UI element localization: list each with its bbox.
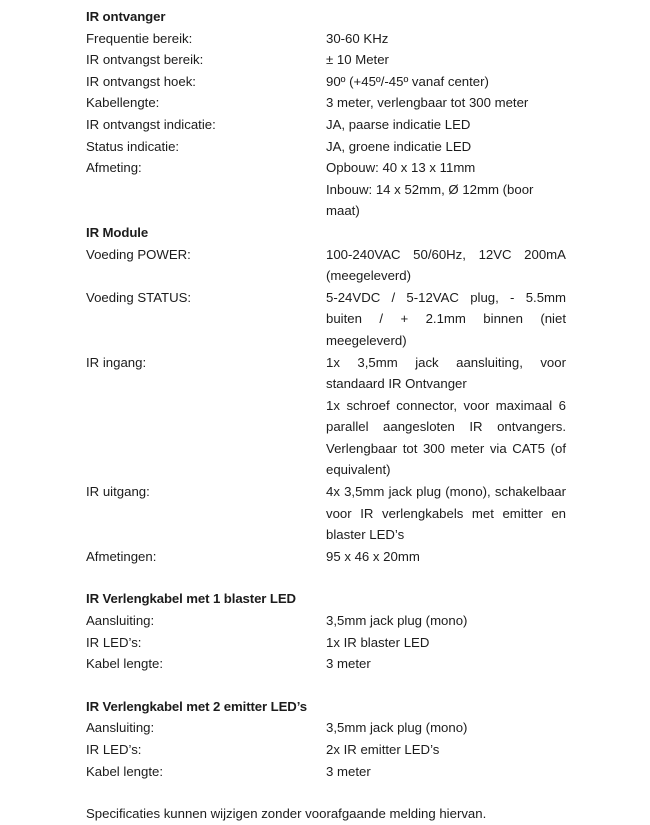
spec-value: 5-24VDC / 5-12VAC plug, - 5.5mm buiten / + 2.1mm binnen (niet meegeleverd) [326, 289, 566, 348]
spec-label [86, 395, 326, 481]
spec-value [326, 244, 566, 287]
spec-value-continuation: (meegeleverd) [326, 268, 412, 284]
section-spacer [86, 675, 566, 696]
spec-value-stretched-line [326, 244, 566, 266]
spec-row [86, 136, 566, 158]
section-heading-ir-module: IR Module [86, 224, 149, 240]
section-spacer-cell [86, 567, 566, 588]
spec-label: IR uitgang: [86, 484, 150, 500]
spec-label: Kabel lengte: [86, 763, 163, 779]
section-heading-row-ir-ontvanger [86, 6, 566, 28]
spec-value: 3 meter [326, 656, 371, 672]
spec-label: IR ontvangst indicatie: [86, 116, 216, 132]
section-heading-row-ir-module [86, 222, 566, 244]
spec-row [86, 761, 566, 783]
spec-label: Frequentie bereik: [86, 30, 193, 46]
section-heading-row-verlengkabel-1 [86, 588, 566, 610]
spec-label: IR LED’s: [86, 634, 142, 650]
spec-row [86, 653, 566, 675]
spec-value: JA, groene indicatie LED [326, 138, 472, 154]
spec-row [86, 610, 566, 632]
spec-value: 30-60 KHz [326, 30, 389, 46]
specification-table-body [86, 6, 566, 782]
spec-label: Afmeting: [86, 160, 142, 176]
spec-label: IR ontvangst bereik: [86, 52, 204, 68]
spec-row [86, 92, 566, 114]
spec-value: 95 x 46 x 20mm [326, 548, 420, 564]
spec-label: Kabel lengte: [86, 656, 163, 672]
spec-value: 90º (+45º/-45º vanaf center) [326, 73, 489, 89]
spec-label: IR ontvangst hoek: [86, 73, 196, 89]
spec-value: ± 10 Meter [326, 52, 389, 68]
spec-label: Afmetingen: [86, 548, 157, 564]
spec-row [86, 157, 566, 179]
footer-disclaimer: Specificaties kunnen wijzigen zonder voorafgaande melding hiervan. [86, 806, 487, 822]
spec-value-segment: 200mA [524, 246, 566, 262]
spec-row-continuation [86, 179, 566, 222]
spec-label: Voeding STATUS: [86, 289, 192, 305]
spec-row [86, 739, 566, 761]
spec-value: 4x 3,5mm jack plug (mono), schakelbaar voor IR verlengkabels met emitter en blaster LED’s [326, 484, 566, 543]
spec-label: Aansluiting: [86, 720, 155, 736]
spec-value: 1x IR blaster LED [326, 634, 430, 650]
spec-row [86, 287, 566, 352]
spec-row [86, 49, 566, 71]
specification-table [86, 6, 566, 782]
spec-value: Inbouw: 14 x 52mm, Ø 12mm (boor maat) [326, 181, 534, 219]
spec-label: Kabellengte: [86, 95, 160, 111]
section-spacer [86, 567, 566, 588]
spec-value: 3,5mm jack plug (mono) [326, 613, 468, 629]
spec-value-segment: 50/60Hz, [413, 246, 466, 262]
spec-row [86, 28, 566, 50]
spec-value-segment: 100-240VAC [326, 246, 401, 262]
spec-value-segment: 12VC [478, 246, 512, 262]
section-heading-ir-ontvanger: IR ontvanger [86, 9, 166, 24]
section-heading-row-verlengkabel-2 [86, 696, 566, 718]
spec-row [86, 546, 566, 568]
spec-value: 1x 3,5mm jack aansluiting, voor standaard IR Ontvanger [326, 354, 566, 392]
section-heading-verlengkabel-1-blaster: IR Verlengkabel met 1 blaster LED [86, 591, 296, 607]
spec-value: 2x IR emitter LED’s [326, 742, 440, 757]
spec-value: JA, paarse indicatie LED [326, 116, 471, 132]
spec-row [86, 114, 566, 136]
spec-value: 3 meter [326, 763, 371, 779]
spec-label: IR LED’s: [86, 742, 142, 757]
spec-row-continuation [86, 395, 566, 481]
spec-value: 3 meter, verlengbaar tot 300 meter [326, 95, 529, 111]
spec-label: Aansluiting: [86, 613, 155, 629]
spec-value: 3,5mm jack plug (mono) [326, 720, 468, 736]
spec-label: Voeding POWER: [86, 246, 191, 262]
spec-value: Opbouw: 40 x 13 x 11mm [326, 160, 476, 176]
spec-row [86, 481, 566, 546]
section-heading-verlengkabel-2-emitter: IR Verlengkabel met 2 emitter LED’s [86, 698, 308, 714]
spec-row [86, 244, 566, 287]
spec-label [86, 179, 326, 222]
spec-row [86, 717, 566, 739]
section-spacer-cell [86, 675, 566, 696]
spec-value: 1x schroef connector, voor maximaal 6 parallel aangesloten IR ontvangers. Verlengbaar tot 300 meter via CAT5 (of equivalent) [326, 397, 566, 478]
spec-row [86, 352, 566, 395]
spec-label: IR ingang: [86, 354, 147, 370]
spec-row [86, 71, 566, 93]
spec-label: Status indicatie: [86, 138, 180, 154]
